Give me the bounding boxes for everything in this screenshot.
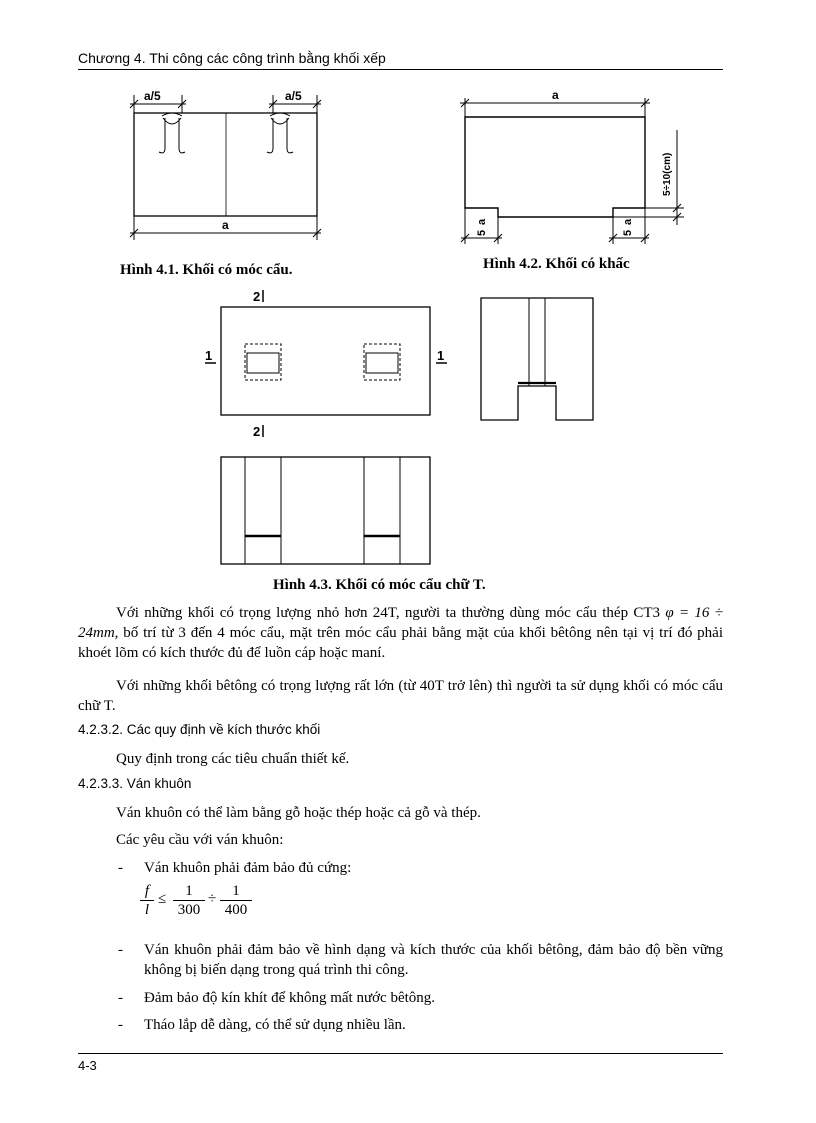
fig2-caption: Hình 4.2. Khối có khấc bbox=[483, 256, 630, 272]
paragraph-5: Các yêu cầu với ván khuôn: bbox=[116, 832, 284, 848]
bullet-item-3-text: Đảm bảo độ kín khít để không mất nước bêtông. bbox=[144, 990, 436, 1006]
divide-sign: ÷ bbox=[208, 891, 217, 907]
frac-f-over-l bbox=[140, 882, 154, 919]
bullet-item-3 bbox=[118, 988, 723, 1008]
fig3-label-2-bottom: 2 bbox=[253, 424, 261, 439]
fig3-label-1-left: 1 bbox=[205, 348, 213, 363]
fig1-label-a5-right: a/5 bbox=[285, 89, 302, 103]
le-sign: ≤ bbox=[158, 891, 167, 907]
fig3-caption: Hình 4.3. Khối có móc cẩu chữ T. bbox=[273, 577, 486, 593]
bullet-dash: - bbox=[118, 942, 123, 958]
fig2-label-height: 5÷10(cm) bbox=[662, 152, 673, 196]
frac-den-400: 400 bbox=[224, 902, 248, 918]
bullet-dash: - bbox=[118, 990, 123, 1006]
paragraph-3: Quy định trong các tiêu chuẩn thiết kế. bbox=[116, 751, 350, 767]
fig3-label-1-right: 1 bbox=[437, 348, 445, 363]
fig3-label-2-top: 2 bbox=[253, 289, 261, 304]
bullet-dash: - bbox=[118, 1017, 123, 1033]
frac-numerator-f: f bbox=[144, 883, 150, 899]
bullet-item-2 bbox=[118, 940, 723, 980]
fig3-plan-drawing bbox=[205, 290, 447, 437]
frac-num-1b: 1 bbox=[232, 883, 240, 899]
bullet-item-4 bbox=[118, 1015, 723, 1035]
frac-num-1a: 1 bbox=[185, 883, 193, 899]
section-heading-4-2-3-2: 4.2.3.2. Các quy định về kích thước khối bbox=[78, 722, 321, 737]
bullet-dash: - bbox=[118, 860, 123, 876]
frac-denominator-l: l bbox=[144, 902, 150, 918]
paragraph-1-formula: φ = 16 ÷ 24mm bbox=[78, 605, 723, 641]
chapter-header: Chương 4. Thi công các công trình bằng khối xếp bbox=[78, 50, 386, 66]
frac-1-over-300 bbox=[173, 882, 205, 919]
bullet-item-2-text: Ván khuôn phải đảm bảo về hình dạng và kích thước của khối bêtông, đảm bảo độ bền vững không bị biến dạng trong quá trình thi công. bbox=[144, 942, 723, 978]
fig2-label-5-left: 5 bbox=[476, 229, 488, 236]
paragraph-1-text-b: , bố trí từ 3 đến 4 móc cẩu, mặt trên móc cẩu phải bằng mặt của khối bêtông nên tại vị trí đó phải khoét lõm có kích thước đủ để luồn cáp hoặc maní. bbox=[78, 625, 723, 661]
frac-den-300: 300 bbox=[177, 902, 201, 918]
fig2-label-a-left: a bbox=[476, 218, 488, 225]
section-heading-4-2-3-3: 4.2.3.3. Ván khuôn bbox=[78, 776, 192, 791]
fig2-label-a: a bbox=[552, 88, 559, 102]
paragraph-4: Ván khuôn có thể làm bằng gỗ hoặc thép hoặc cả gỗ và thép. bbox=[116, 805, 481, 821]
paragraph-1 bbox=[78, 603, 723, 663]
frac-1-over-400 bbox=[220, 882, 252, 919]
fig2-label-5-right: 5 bbox=[622, 229, 634, 236]
bullet-item-1-text: Ván khuôn phải đảm bảo đủ cứng: bbox=[144, 860, 352, 876]
fig1-label-a: a bbox=[222, 218, 229, 232]
paragraph-1-text-a: Với những khối có trọng lượng nhỏ hơn 24T, người ta thường dùng móc cẩu thép CT3 bbox=[116, 605, 666, 621]
fig2-label-a-right: a bbox=[622, 218, 634, 225]
paragraph-2: Với những khối bêtông có trọng lượng rất lớn (từ 40T trở lên) thì người ta sử dụng khối có móc cẩu chữ T. bbox=[78, 678, 723, 714]
fig1-caption: Hình 4.1. Khối có móc cẩu. bbox=[120, 262, 293, 278]
bullet-item-4-text: Tháo lắp dễ dàng, có thể sử dụng nhiều lần. bbox=[144, 1017, 406, 1033]
fig1-label-a5-left: a/5 bbox=[144, 89, 161, 103]
fig3-elevation-drawing bbox=[221, 457, 430, 564]
bullet-item-1 bbox=[118, 858, 723, 878]
page-number: 4-3 bbox=[78, 1058, 97, 1073]
fig2-drawing bbox=[460, 98, 684, 244]
footer-rule bbox=[78, 1053, 723, 1054]
fig3-section-drawing bbox=[481, 298, 593, 420]
